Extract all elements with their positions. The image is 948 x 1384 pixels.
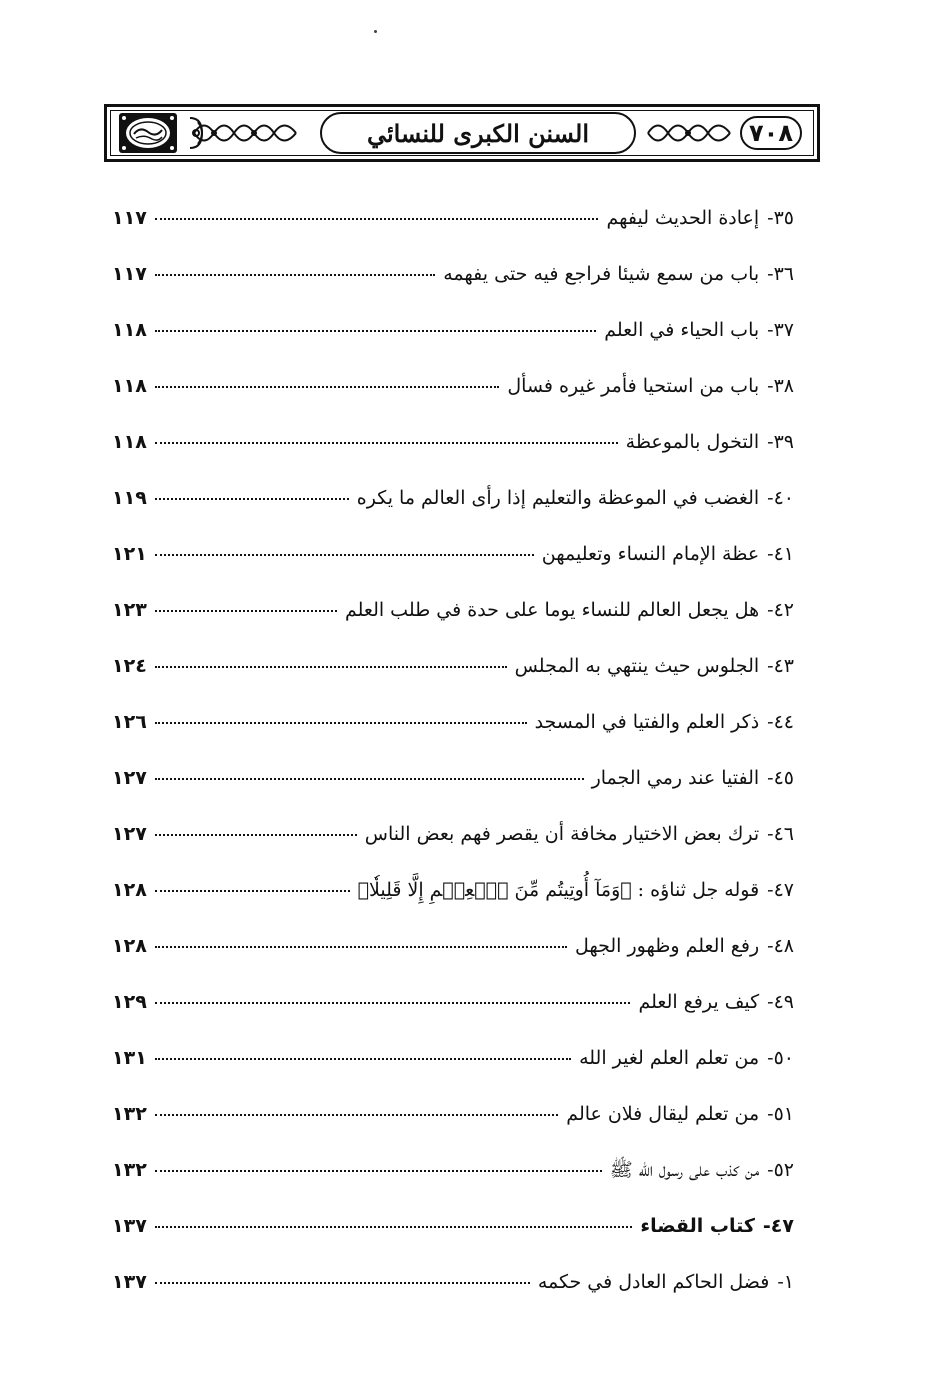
toc-entry bbox=[112, 1030, 794, 1086]
dot-leader bbox=[155, 890, 350, 892]
entry-title: التخول بالموعظة bbox=[625, 431, 760, 453]
ornament-band-left-icon bbox=[190, 114, 300, 152]
dot-leader bbox=[155, 386, 500, 388]
page-number-badge bbox=[740, 116, 802, 150]
entry-number: ٣٨- bbox=[767, 375, 794, 397]
entry-page: ١٢١ bbox=[112, 543, 147, 565]
dot-leader bbox=[155, 554, 534, 556]
entry-number: ٣٧- bbox=[767, 319, 794, 341]
toc-entry bbox=[112, 638, 794, 694]
dot-leader bbox=[155, 1058, 571, 1060]
entry-number: ٤٨- bbox=[767, 935, 794, 957]
entry-number: ٣٩- bbox=[767, 431, 794, 453]
toc-entry bbox=[112, 246, 794, 302]
dot-leader bbox=[155, 218, 599, 220]
dot-leader bbox=[155, 498, 349, 500]
entry-number: ٤٧- bbox=[767, 879, 794, 901]
entry-title: ترك بعض الاختيار مخافة أن يقصر فهم بعض الناس bbox=[364, 823, 760, 845]
entry-number: ٤٤- bbox=[767, 711, 794, 733]
title-cartouche bbox=[320, 112, 636, 154]
entry-page: ١٣٢ bbox=[112, 1159, 147, 1181]
seal-text bbox=[118, 112, 178, 154]
entry-page: ١٢٨ bbox=[112, 879, 147, 901]
entry-page: ١١٨ bbox=[112, 319, 147, 341]
entry-title: قوله جل ثناؤه : ﴿وَمَآ أُوتِيتُم مِّنَ ٱلۡعِلۡمِ إِلَّا قَلِيلٗا﴾ bbox=[357, 879, 760, 901]
toc-entry bbox=[112, 1142, 794, 1198]
dot-leader bbox=[155, 274, 435, 276]
book-number: ٤٧- bbox=[762, 1215, 794, 1237]
entry-number: ٥١- bbox=[767, 1103, 794, 1125]
entry-title: إعادة الحديث ليفهم bbox=[606, 207, 760, 229]
entry-title: رفع العلم وظهور الجهل bbox=[574, 935, 760, 957]
entry-title: من تعلم العلم لغير الله bbox=[579, 1047, 760, 1069]
entry-title: فضل الحاكم العادل في حكمه bbox=[537, 1271, 770, 1293]
entry-number: ٣٥- bbox=[767, 207, 794, 229]
entry-title: باب من سمع شيئا فراجع فيه حتى يفهمه bbox=[443, 263, 760, 285]
toc-entry bbox=[112, 862, 794, 918]
entry-number: ٤٣- bbox=[767, 655, 794, 677]
page-title: السنن الكبرى للنسائي bbox=[366, 118, 590, 148]
entry-page: ١٢٦ bbox=[112, 711, 147, 733]
toc-entry bbox=[112, 414, 794, 470]
dot-leader bbox=[155, 1002, 631, 1004]
dot-leader bbox=[155, 666, 507, 668]
entry-page: ١٢٩ bbox=[112, 991, 147, 1013]
dot-leader bbox=[155, 722, 527, 724]
entry-title: كيف يرفع العلم bbox=[638, 991, 760, 1013]
dot-leader bbox=[155, 1170, 602, 1172]
entry-number: ٤١- bbox=[767, 543, 794, 565]
entry-title: هل يجعل العالم للنساء يوما على حدة في طلب العلم bbox=[344, 599, 760, 621]
entry-page: ١١٩ bbox=[112, 487, 147, 509]
entry-page: ١١٨ bbox=[112, 431, 147, 453]
entry-number: ٥٠- bbox=[767, 1047, 794, 1069]
book-title: كتاب القضاء bbox=[640, 1215, 755, 1237]
toc-entry bbox=[112, 582, 794, 638]
dot-leader bbox=[155, 1226, 633, 1228]
dot-leader bbox=[155, 610, 337, 612]
entry-page: ١٢٧ bbox=[112, 823, 147, 845]
entry-title: من تعلم ليقال فلان عالم bbox=[566, 1103, 760, 1125]
toc-entry bbox=[112, 526, 794, 582]
table-of-contents bbox=[112, 190, 794, 1310]
entry-title: باب من استحيا فأمر غيره فسأل bbox=[507, 375, 760, 397]
dot-leader bbox=[155, 330, 596, 332]
entry-number: ٤٦- bbox=[767, 823, 794, 845]
entry-page: ١٣٧ bbox=[112, 1215, 147, 1237]
entry-number: ٤٩- bbox=[767, 991, 794, 1013]
toc-entry bbox=[112, 1254, 794, 1310]
dot-leader bbox=[155, 946, 567, 948]
page-number: ٧٠٨ bbox=[749, 119, 793, 147]
entry-title: الغضب في الموعظة والتعليم إذا رأى العالم ما يكره bbox=[356, 487, 760, 509]
entry-number: ٤٥- bbox=[767, 767, 794, 789]
entry-number: ٤٢- bbox=[767, 599, 794, 621]
entry-number: ١- bbox=[777, 1271, 794, 1293]
ornament-band-right-icon bbox=[644, 114, 734, 152]
toc-entry bbox=[112, 806, 794, 862]
entry-title: الجلوس حيث ينتهي به المجلس bbox=[514, 655, 760, 677]
toc-entry bbox=[112, 358, 794, 414]
entry-page: ١١٨ bbox=[112, 375, 147, 397]
toc-book-heading bbox=[112, 1198, 794, 1254]
toc-entry bbox=[112, 750, 794, 806]
dot-leader bbox=[155, 442, 618, 444]
stray-mark bbox=[374, 30, 377, 33]
entry-page: ١٢٧ bbox=[112, 767, 147, 789]
toc-entry bbox=[112, 1086, 794, 1142]
dot-leader bbox=[155, 1114, 559, 1116]
entry-page: ١١٧ bbox=[112, 263, 147, 285]
entry-title: الفتيا عند رمي الجمار bbox=[591, 767, 760, 789]
running-header bbox=[104, 104, 820, 162]
entry-page: ١٣١ bbox=[112, 1047, 147, 1069]
toc-entry bbox=[112, 190, 794, 246]
entry-number: ٣٦- bbox=[767, 263, 794, 285]
toc-entry bbox=[112, 694, 794, 750]
entry-title: عظة الإمام النساء وتعليمهن bbox=[541, 543, 760, 565]
entry-number: ٤٠- bbox=[767, 487, 794, 509]
entry-page: ١٢٨ bbox=[112, 935, 147, 957]
dot-leader bbox=[155, 778, 584, 780]
entry-title: باب الحياء في العلم bbox=[604, 319, 760, 341]
dot-leader bbox=[155, 834, 357, 836]
entry-page: ١١٧ bbox=[112, 207, 147, 229]
dot-leader bbox=[155, 1282, 530, 1284]
entry-page: ١٣٧ bbox=[112, 1271, 147, 1293]
entry-page: ١٢٤ bbox=[112, 655, 147, 677]
entry-page: ١٢٣ bbox=[112, 599, 147, 621]
entry-page: ١٣٢ bbox=[112, 1103, 147, 1125]
entry-title: ذكر العلم والفتيا في المسجد bbox=[534, 711, 760, 733]
toc-entry bbox=[112, 974, 794, 1030]
toc-entry bbox=[112, 302, 794, 358]
toc-entry bbox=[112, 918, 794, 974]
toc-entry bbox=[112, 470, 794, 526]
entry-title: من كذب على رسول الله ﷺ bbox=[609, 1159, 760, 1181]
seal-icon bbox=[118, 112, 178, 154]
entry-number: ٥٢- bbox=[767, 1159, 794, 1181]
